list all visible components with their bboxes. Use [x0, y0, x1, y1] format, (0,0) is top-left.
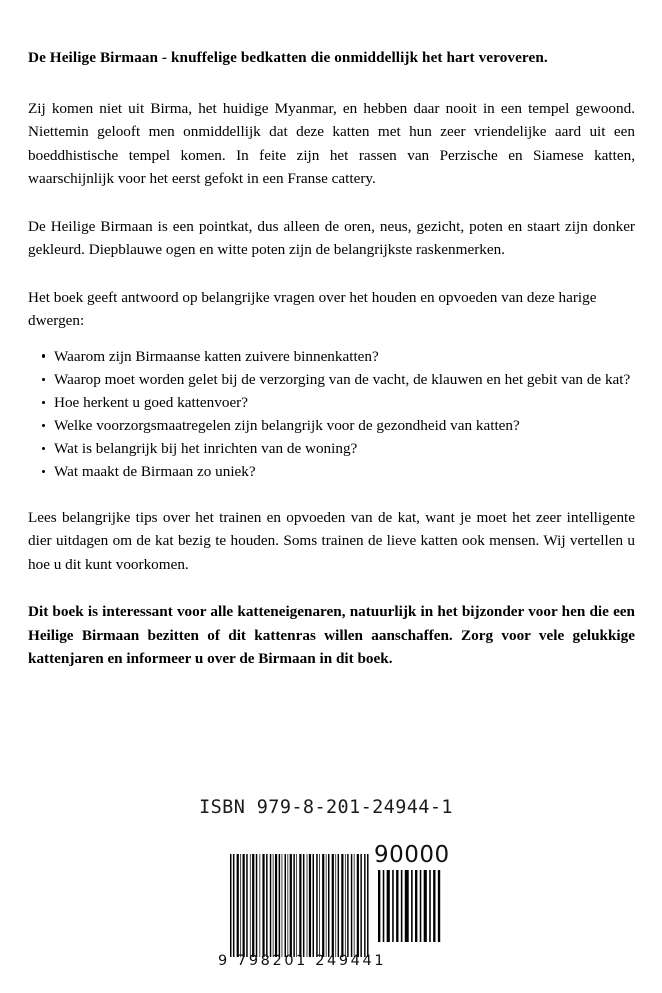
list-item-label: Waarom zijn Birmaanse katten zuivere binnenkatten?	[54, 348, 379, 366]
list-item	[42, 345, 635, 368]
list-item	[42, 437, 635, 460]
list-item	[42, 391, 635, 414]
list-item	[42, 368, 635, 391]
blurb-paragraph-3: Lees belangrijke tips over het trainen en opvoeden van de kat, want je moet het zeer intelligente dier uitdagen om de kat bezig te houden. Soms trainen de lieve katten ook mensen. Wij vertellen u hoe u dit kunt voorkomen.	[28, 508, 635, 573]
blurb-paragraph-2: De Heilige Birmaan is een pointkat, dus alleen de oren, neus, gezicht, poten en staart zijn donker gekleurd. Diepblauwe ogen en witte poten zijn de belangrijkste raskenmerken.	[28, 217, 635, 259]
list-item-label: Hoe herkent u goed kattenvoer?	[54, 394, 248, 412]
list-item-label: Wat maakt de Birmaan zo uniek?	[54, 463, 256, 481]
bullet-dot-icon	[42, 470, 45, 473]
ean5-addon-bars-icon	[378, 870, 441, 942]
list-item	[42, 460, 635, 483]
bullet-dot-icon	[42, 354, 45, 357]
bullet-dot-icon	[42, 447, 45, 450]
ean13-digits: 9 798201 249441	[218, 953, 387, 969]
blurb-closing-paragraph: Dit boek is interessant voor alle katteneigenaren, natuurlijk in het bijzonder voor hen die een Heilige Birmaan bezitten of dit kattenras willen aanschaffen. Zorg voor vele gelukkige kattenjaren en informeer u over de Birmaan in dit boek.	[28, 603, 635, 668]
ean13-barcode	[218, 854, 387, 969]
ean13-bars-icon	[230, 854, 370, 957]
ean5-addon-barcode	[374, 842, 450, 942]
barcode-block	[0, 796, 662, 980]
ean5-addon-digits: 90000	[374, 842, 450, 868]
bullet-dot-icon	[42, 424, 45, 427]
isbn-label: ISBN 979-8-201-24944-1	[199, 797, 453, 818]
list-item-label: Welke voorzorgsmaatregelen zijn belangrijk voor de gezondheid van katten?	[54, 417, 520, 435]
question-list	[28, 345, 635, 484]
bullet-dot-icon	[42, 378, 45, 381]
blurb-content	[28, 48, 635, 695]
list-item	[42, 414, 635, 437]
blurb-heading: De Heilige Birmaan - knuffelige bedkatten die onmiddellijk het hart veroveren.	[28, 49, 548, 66]
bullet-dot-icon	[42, 401, 45, 404]
list-item-label: Waarop moet worden gelet bij de verzorging van de vacht, de klauwen en het gebit van de kat?	[54, 371, 631, 389]
blurb-paragraph-1: Zij komen niet uit Birma, het huidige Myanmar, en hebben daar nooit in een tempel gewoond. Niettemin gelooft men onmiddellijk dat deze katten met hun zeer vriendelijke aard uit een boeddhistische tempel komen. In feite zijn het rassen van Perzische en Siamese katten, waarschijnlijk voor het eerst gefokt in een Franse cattery.	[28, 99, 635, 188]
list-item-label: Wat is belangrijk bij het inrichten van de woning?	[54, 440, 358, 458]
question-list-intro: Het boek geeft antwoord op belangrijke vragen over het houden en opvoeden van deze harige dwergen:	[28, 288, 597, 330]
barcode-row	[0, 820, 662, 980]
